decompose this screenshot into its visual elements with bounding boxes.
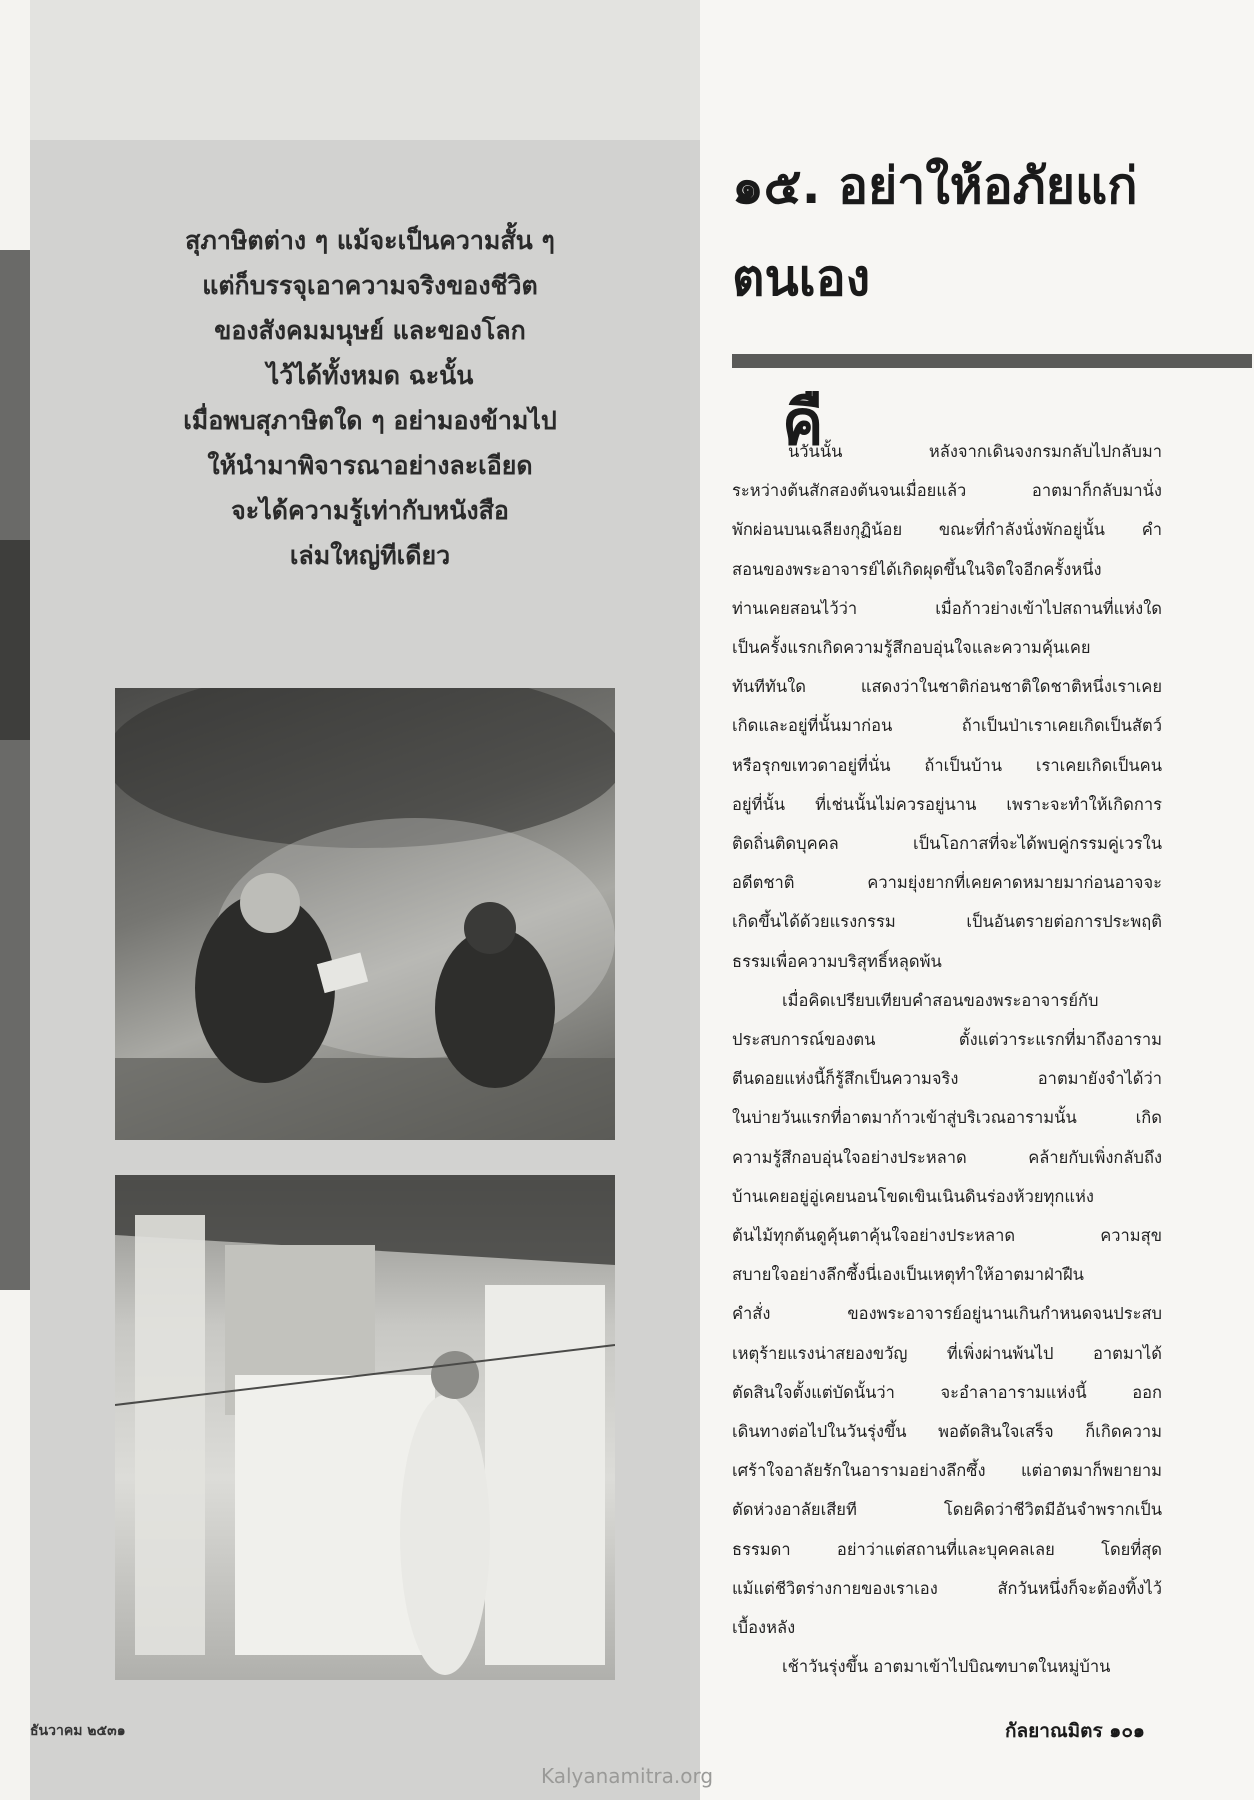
title-rule (732, 354, 1252, 368)
body-line: ตัดห่วงอาลัยเสียที โดยคิดว่าชีวิตมีอันจำพรากเป็น (732, 1500, 1162, 1520)
body-line: ในบ่ายวันแรกที่อาตมาก้าวเข้าสู่บริเวณอารามนั้น เกิด (732, 1108, 1162, 1128)
body-line: หรือรุกขเทวดาอยู่ที่นั่น ถ้าเป็นบ้าน เราเคยเกิดเป็นคน (732, 755, 1162, 775)
quote-line: สุภาษิตต่าง ๆ แม้จะเป็นความสั้น ๆ (185, 226, 555, 255)
body-line: ท่านเคยสอนไว้ว่า เมื่อก้าวย่างเข้าไปสถานที่แห่งใด (732, 598, 1162, 618)
body-line: อยู่ที่นั้น ที่เช่นนั้นไม่ควรอยู่นาน เพราะจะทำให้เกิดการ (732, 794, 1162, 814)
body-line: ต้นไม้ทุกต้นดูคุ้นตาคุ้นใจอย่างประหลาด ความสุข (732, 1226, 1162, 1246)
quote-line: ของสังคมมนุษย์ และของโลก (214, 316, 526, 345)
body-line: ติดถิ่นติดบุคคล เป็นโอกาสที่จะได้พบคู่กรรมคู่เวรใน (732, 834, 1162, 854)
photo-monks-seated (115, 688, 615, 1140)
page-number: กัลยาณมิตร ๑๐๑ (1005, 1720, 1145, 1742)
watermark: Kalyanamitra.org (540, 1764, 714, 1788)
body-line: เดินทางต่อไปในวันรุ่งขึ้น พอตัดสินใจเสร็จ ก็เกิดความ (732, 1422, 1162, 1442)
body-line: สบายใจอย่างลึกซึ้งนี่เองเป็นเหตุทำให้อาตมาฝ่าฝืน (732, 1265, 1084, 1285)
title-line: ๑๕. อย่าให้อภัยแก่ (732, 157, 1138, 215)
body-line: ประสบการณ์ของตน ตั้งแต่วาระแรกที่มาถึงอาราม (732, 1030, 1162, 1050)
body-line: เป็นครั้งแรกเกิดความรู้สึกอบอุ่นใจและความคุ้นเคย (732, 638, 1091, 658)
body-line: บ้านเคยอยู่อู่เคยนอนโขดเขินเนินดินร่องห้วยทุกแห่ง (732, 1186, 1094, 1206)
title-line: ตนเอง (732, 249, 871, 307)
body-line: เบื้องหลัง (732, 1618, 796, 1638)
article-title (732, 140, 1138, 324)
quote-line: จะได้ความรู้เท่ากับหนังสือ (231, 496, 509, 525)
body-line: ระหว่างต้นสักสองต้นจนเมื่อยแล้ว อาตมาก็กลับมานั่ง (732, 481, 1162, 501)
body-line: พักผ่อนบนเฉลียงกุฏิน้อย ขณะที่กำลังนั่งพักอยู่นั้น คำ (732, 520, 1162, 540)
article-body (732, 432, 1162, 1687)
body-line: อดีตชาติ ความยุ่งยากที่เคยคาดหมายมาก่อนอาจจะ (732, 873, 1162, 893)
body-line: สอนของพระอาจารย์ได้เกิดผุดขึ้นในจิตใจอีกครั้งหนึ่ง (732, 559, 1102, 579)
quote-line: เล่มใหญ่ทีเดียว (289, 541, 451, 570)
page-edge-strip-dark (0, 540, 30, 740)
body-line: เหตุร้ายแรงน่าสยองขวัญ ที่เพิ่งผ่านพ้นไป อาตมาได้ (732, 1343, 1162, 1363)
body-line: คำสั่ง ของพระอาจารย์อยู่นานเกินกำหนดจนประสบ (732, 1304, 1162, 1324)
body-line: เกิดขึ้นได้ด้วยแรงกรรม เป็นอันตรายต่อการประพฤติ (732, 912, 1162, 932)
quote-line: แต่ก็บรรจุเอาความจริงของชีวิต (202, 271, 538, 300)
left-panel-top (30, 0, 700, 140)
photo-monk-drying-robes (115, 1175, 615, 1680)
body-line: ธรรมดา อย่าว่าแต่สถานที่และบุคคลเลย โดยที่สุด (732, 1539, 1162, 1559)
body-line: เศร้าใจอาลัยรักในอารามอย่างลึกซึ้ง แต่อาตมาก็พยายาม (732, 1461, 1162, 1481)
body-line: เกิดและอยู่ที่นั้นมาก่อน ถ้าเป็นป่าเราเคยเกิดเป็นสัตว์ (732, 716, 1162, 736)
body-line: ทันทีทันใด แสดงว่าในชาติก่อนชาติใดชาติหนึ่งเราเคย (732, 677, 1162, 697)
issue-date: ธันวาคม ๒๕๓๑ (30, 1723, 126, 1739)
pull-quote (120, 218, 620, 578)
photo-monk-drying-robes-image (115, 1175, 615, 1680)
body-line: เมื่อคิดเปรียบเทียบคำสอนของพระอาจารย์กับ (782, 990, 1099, 1010)
body-line: แม้แต่ชีวิตร่างกายของเราเอง สักวันหนึ่งก็จะต้องทิ้งไว้ (732, 1578, 1162, 1598)
body-line: เช้าวันรุ่งขึ้น อาตมาเข้าไปบิณฑบาตในหมู่บ้าน (782, 1657, 1111, 1677)
body-line: ความรู้สึกอบอุ่นใจอย่างประหลาด คล้ายกับเพิ่งกลับถึง (732, 1147, 1162, 1167)
quote-line: ให้นำมาพิจารณาอย่างละเอียด (207, 451, 533, 480)
body-line: ตีนดอยแห่งนี้ก็รู้สึกเป็นความจริง อาตมายังจำได้ว่า (732, 1069, 1162, 1089)
body-line: ธรรมเพื่อความบริสุทธิ์หลุดพ้น (732, 951, 942, 971)
photo-monks-seated-image (115, 688, 615, 1140)
drop-cap: คื (782, 386, 824, 459)
quote-line: เมื่อพบสุภาษิตใด ๆ อย่ามองข้ามไป (183, 406, 557, 435)
page-edge-strip (0, 250, 30, 1290)
body-line: ตัดสินใจตั้งแต่บัดนั้นว่า จะอำลาอารามแห่งนี้ ออก (732, 1382, 1162, 1402)
quote-line: ไว้ได้ทั้งหมด ฉะนั้น (266, 361, 474, 390)
body-line: นวันนั้น หลังจากเดินจงกรมกลับไปกลับมา (788, 442, 1162, 461)
